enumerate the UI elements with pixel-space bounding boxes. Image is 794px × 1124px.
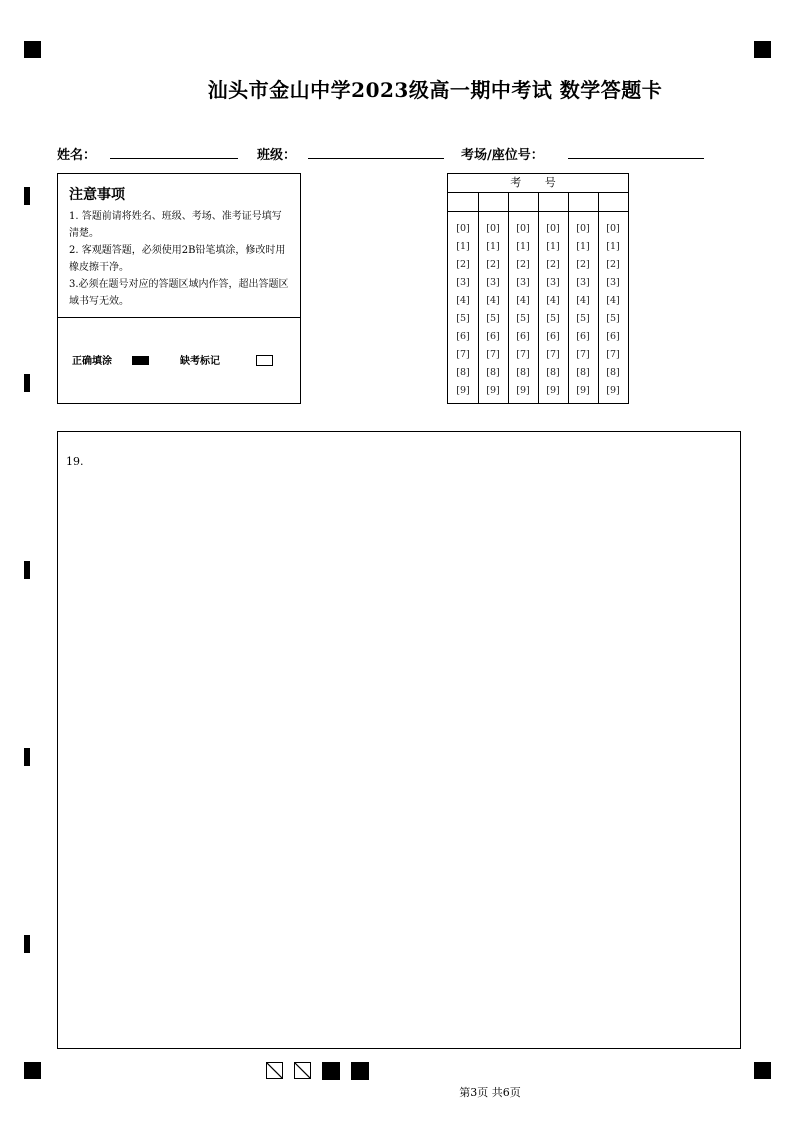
registration-mark-bottom-left [24, 1062, 41, 1079]
exam-number-bubble[interactable]: [5] [456, 313, 470, 324]
exam-number-bubble[interactable]: [5] [516, 313, 530, 324]
timing-mark [24, 374, 30, 392]
exam-number-bubble[interactable]: [7] [576, 349, 590, 360]
exam-number-bubble[interactable]: [8] [606, 367, 620, 378]
exam-number-bubble[interactable]: [8] [576, 367, 590, 378]
exam-number-bubble[interactable]: [6] [516, 331, 530, 342]
exam-number-bubble[interactable]: [2] [546, 259, 560, 270]
exam-number-bubble[interactable]: [1] [606, 241, 620, 252]
exam-number-bubble[interactable]: [2] [486, 259, 500, 270]
exam-number-bubble[interactable]: [3] [546, 277, 560, 288]
exam-number-bubble[interactable]: [7] [486, 349, 500, 360]
timing-mark [24, 187, 30, 205]
exam-number-bubble[interactable]: [3] [516, 277, 530, 288]
exam-number-header: 考 号 [448, 174, 628, 193]
hatched-square-mark [294, 1062, 311, 1079]
page-number: 第3页 共6页 [459, 1086, 521, 1099]
exam-number-bubble[interactable]: [7] [516, 349, 530, 360]
exam-number-bubble[interactable]: [7] [456, 349, 470, 360]
answer-area[interactable] [57, 431, 741, 1049]
exam-number-bubble[interactable]: [2] [576, 259, 590, 270]
exam-number-bubble[interactable]: [0] [486, 223, 500, 234]
name-label: 姓名： [57, 148, 97, 163]
exam-number-column [568, 193, 599, 403]
exam-number-bubble[interactable]: [6] [576, 331, 590, 342]
class-label: 班级： [257, 148, 297, 163]
exam-number-bubble[interactable]: [8] [456, 367, 470, 378]
exam-number-bubble[interactable]: [9] [456, 385, 470, 396]
hatched-square-mark [266, 1062, 283, 1079]
exam-number-bubble[interactable]: [8] [546, 367, 560, 378]
absent-label: 缺考标记 [180, 356, 220, 367]
exam-number-column [448, 193, 479, 403]
registration-mark-top-right [754, 41, 771, 58]
exam-number-write-cell[interactable] [568, 193, 598, 212]
solid-square-mark [322, 1062, 340, 1080]
seat-label: 考场/座位号： [461, 148, 544, 163]
exam-number-bubble[interactable]: [5] [546, 313, 560, 324]
exam-number-bubble[interactable]: [4] [546, 295, 560, 306]
correct-fill-label: 正确填涂 [72, 356, 112, 367]
exam-number-bubble[interactable]: [2] [516, 259, 530, 270]
exam-number-bubble[interactable]: [0] [576, 223, 590, 234]
exam-number-bubble[interactable]: [3] [576, 277, 590, 288]
notice-box [57, 173, 301, 404]
exam-number-grid [447, 173, 629, 404]
timing-mark [24, 935, 30, 953]
exam-number-write-cell[interactable] [448, 193, 478, 212]
exam-number-bubble[interactable]: [7] [546, 349, 560, 360]
exam-number-bubble[interactable]: [3] [606, 277, 620, 288]
exam-number-bubble[interactable]: [7] [606, 349, 620, 360]
solid-square-mark [351, 1062, 369, 1080]
exam-number-bubble[interactable]: [0] [546, 223, 560, 234]
exam-number-bubble[interactable]: [1] [516, 241, 530, 252]
name-field[interactable] [110, 158, 238, 159]
exam-number-bubble[interactable]: [8] [486, 367, 500, 378]
exam-number-bubble[interactable]: [5] [576, 313, 590, 324]
exam-number-bubble[interactable]: [4] [576, 295, 590, 306]
notice-item: 3.必须在题号对应的答题区域内作答，超出答题区域书写无效。 [69, 279, 289, 307]
absent-mark-box[interactable] [256, 355, 273, 366]
question-number: 19. [66, 455, 84, 468]
exam-number-bubble[interactable]: [0] [456, 223, 470, 234]
registration-mark-top-left [24, 41, 41, 58]
exam-number-bubble[interactable]: [4] [456, 295, 470, 306]
notice-item: 2. 客观题答题，必须使用2B铅笔填涂，修改时用橡皮擦干净。 [69, 245, 286, 273]
page-title: 汕头市金山中学2023级高一期中考试 数学答题卡 [207, 78, 663, 102]
exam-number-bubble[interactable]: [1] [546, 241, 560, 252]
exam-number-write-cell[interactable] [598, 193, 628, 212]
exam-number-bubble[interactable]: [2] [606, 259, 620, 270]
exam-number-bubble[interactable]: [9] [606, 385, 620, 396]
exam-number-bubble[interactable]: [4] [606, 295, 620, 306]
exam-number-write-cell[interactable] [508, 193, 538, 212]
exam-number-bubble[interactable]: [6] [606, 331, 620, 342]
exam-number-write-cell[interactable] [478, 193, 508, 212]
exam-number-bubble[interactable]: [3] [486, 277, 500, 288]
timing-mark [24, 561, 30, 579]
registration-mark-bottom-right [754, 1062, 771, 1079]
exam-number-bubble[interactable]: [9] [546, 385, 560, 396]
exam-number-bubble[interactable]: [5] [606, 313, 620, 324]
notice-divider [58, 317, 300, 318]
exam-number-bubble[interactable]: [8] [516, 367, 530, 378]
exam-number-column [508, 193, 539, 403]
exam-number-bubble[interactable]: [0] [606, 223, 620, 234]
exam-number-bubble[interactable]: [6] [546, 331, 560, 342]
exam-number-bubble[interactable]: [9] [486, 385, 500, 396]
exam-number-bubble[interactable]: [3] [456, 277, 470, 288]
notice-item: 1. 答题前请将姓名、班级、考场、准考证号填写清楚。 [69, 211, 282, 239]
exam-number-bubble[interactable]: [5] [486, 313, 500, 324]
exam-number-column [478, 193, 509, 403]
class-field[interactable] [308, 158, 444, 159]
exam-number-bubble[interactable]: [6] [486, 331, 500, 342]
exam-number-bubble[interactable]: [1] [456, 241, 470, 252]
notice-title: 注意事项 [69, 187, 125, 203]
exam-number-bubble[interactable]: [4] [516, 295, 530, 306]
exam-number-bubble[interactable]: [0] [516, 223, 530, 234]
exam-number-bubble[interactable]: [2] [456, 259, 470, 270]
correct-fill-sample [132, 356, 149, 365]
exam-number-write-cell[interactable] [538, 193, 568, 212]
exam-number-bubble[interactable]: [4] [486, 295, 500, 306]
timing-mark [24, 748, 30, 766]
exam-number-column [538, 193, 569, 403]
exam-number-bubble[interactable]: [9] [516, 385, 530, 396]
exam-number-column [598, 193, 628, 403]
exam-number-bubble[interactable]: [1] [576, 241, 590, 252]
exam-number-bubble[interactable]: [9] [576, 385, 590, 396]
exam-number-bubble[interactable]: [6] [456, 331, 470, 342]
seat-field[interactable] [568, 158, 704, 159]
exam-number-bubble[interactable]: [1] [486, 241, 500, 252]
